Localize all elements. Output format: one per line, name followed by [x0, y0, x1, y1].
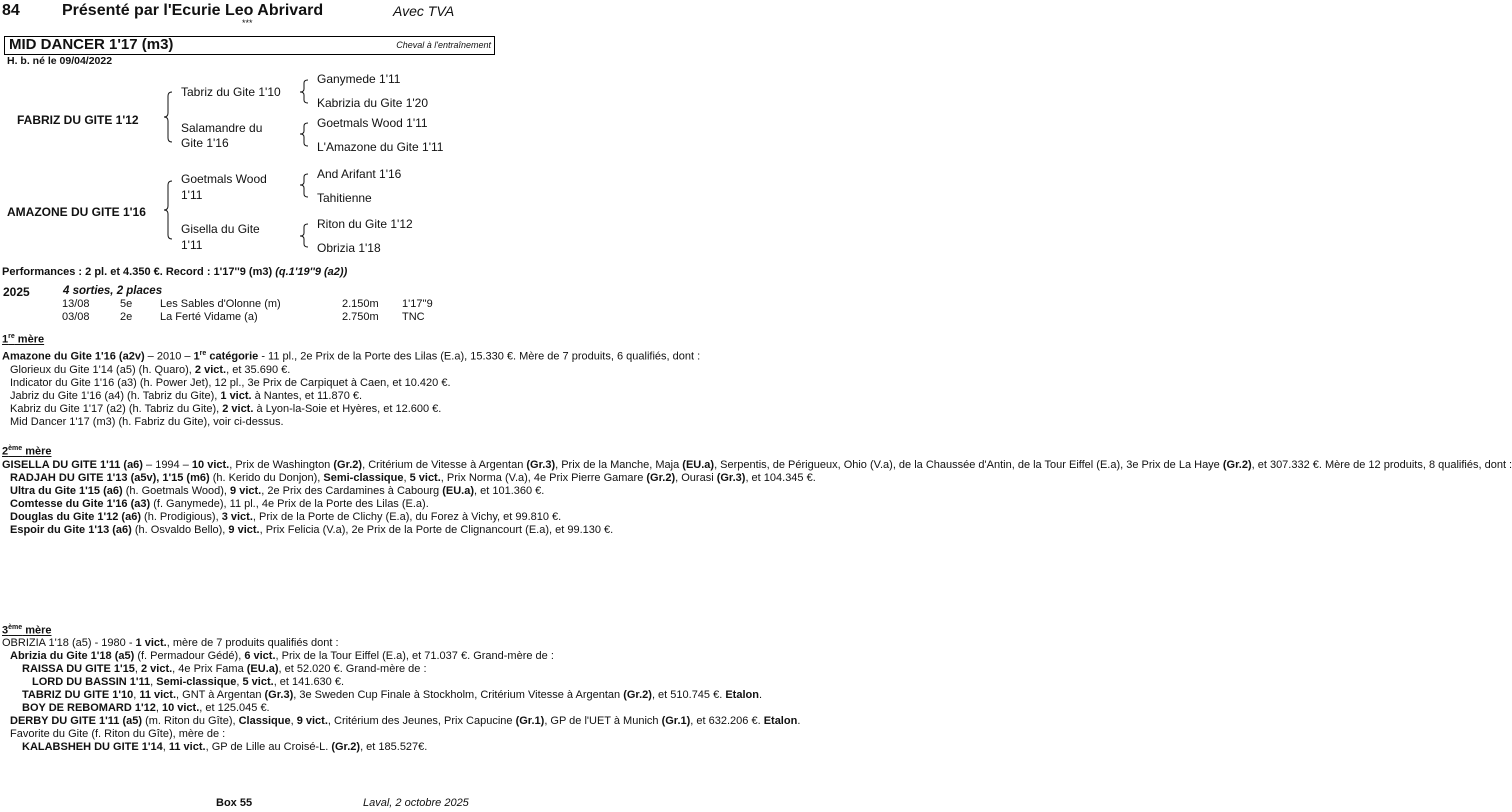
second-dam-section: GISELLA DU GITE 1'11 (a6) – 1994 – 10 vict., Prix de Washington (Gr.2), Critérium de Vitesse à Argentan (Gr.3), Prix de la Manche, Maja (EU.a), Serpentis, de Périgueux, Ohio (V.a), de la Chaussée d'Antin, de la Tour Eiffel (E.a), 3e Prix de La Haye (Gr.2), et 307.332 €. Mère de 12 produits, 8 qualifiés, dont : RADJAH DU GITE 1'13 (a5v), 1'15 (m6) (h. Kerido du Donjon), Semi-classique, 5 vict., Prix Norma (V.a), 4e Prix Pierre Gamare (Gr.2), Ourasi (Gr.3), et 104.345 €. Ultra du Gite 1'15 (a6) (h. Goetmals Wood), 9 vict., 2e Prix des Cardamines à Cabourg (EU.a), et 101.360 €. Comtesse du Gite 1'16 (a3) (f. Ganymede), 11 pl., 4e Prix de la Porte des Lilas (E.a). Douglas du Gite 1'12 (a6) (h. Prodigious), 3 vict., Prix de la Porte de Clichy (E.a), du Forez à Vichy, et 99.810 €. Espoir du Gite 1'13 (a6) (h. Osvaldo Bello), 9 vict., Prix Felicia (V.a), 2e Prix de la Porte de Clignancourt (E.a), et 99.130 €. [2, 459, 1512, 536]
stars: *** [242, 18, 253, 28]
dam-dam-line1: Gisella du Gite [181, 222, 260, 236]
third-dam-section: OBRIZIA 1'18 (a5) - 1980 - 1 vict., mère de 7 produits qualifiés dont : Abrizia du Gite 1'18 (a5) (f. Permadour Gédé), 6 vict., Prix de la Tour Eiffel (E.a), et 71.037 €. Grand-mère de : RAISSA DU GITE 1'15, 2 vict., 4e Prix Fama (EU.a), et 52.020 €. Grand-mère de : LORD DU BASSIN 1'11, Semi-classique, 5 vict., et 141.630 €. TABRIZ DU GITE 1'10, 11 vict., GNT à Argentan (Gr.3), 3e Sweden Cup Finale à Stockholm, Critérium Vitesse à Argentan (Gr.2), et 510.745 €. Etalon. BOY DE REBOMARD 1'12, 10 vict., et 125.045 €. DERBY DU GITE 1'11 (a5) (m. Riton du Gîte), Classique, 9 vict., Critérium des Jeunes, Prix Capucine (Gr.1), GP de l'UET à Munich (Gr.1), et 632.206 €. Etalon. Favorite du Gite (f. Riton du Gîte), mère de : KALABSHEH DU GITE 1'14, 11 vict., GP de Lille au Croisé-L. (Gr.2), et 185.527€. [2, 637, 801, 753]
page-number: 84 [2, 2, 20, 19]
third-dam-heading: 3ème mère [2, 624, 52, 637]
horse-name: MID DANCER 1'17 (m3) [9, 36, 174, 53]
season-summary: 4 sorties, 2 places [63, 285, 163, 297]
sire-sire-sire: Ganymede 1'11 [317, 72, 401, 86]
box-number: Box 55 [216, 797, 253, 809]
horse-description: H. b. né le 09/04/2022 [7, 55, 113, 67]
tva-note: Avec TVA [393, 3, 455, 19]
second-dam-heading: 2ème mère [2, 445, 52, 458]
sale-place-date: Laval, 2 octobre 2025 [363, 797, 469, 809]
dam-sire-line2: 1'11 [181, 188, 203, 202]
sire-dam-dam: L'Amazone du Gite 1'11 [317, 140, 444, 154]
dam-dam-sire: Riton du Gite 1'12 [317, 217, 413, 231]
dam: AMAZONE DU GITE 1'16 [7, 205, 146, 219]
horse-status: Cheval à l'entraînement [396, 40, 491, 50]
first-dam-section: Amazone du Gite 1'16 (a2v) – 2010 – 1re catégorie - 11 pl., 2e Prix de la Porte des Lilas (E.a), 15.330 €. Mère de 7 produits, 6 qualifiés, dont : Glorieux du Gite 1'14 (a5) (h. Quaro), 2 vict., et 35.690 €. Indicator du Gite 1'16 (a3) (h. Power Jet), 12 pl., 3e Prix de Carpiquet à Caen, et 10.420 €. Jabriz du Gite 1'16 (a4) (h. Tabriz du Gite), 1 vict. à Nantes, et 11.870 €. Kabriz du Gite 1'17 (a2) (h. Tabriz du Gite), 2 vict. à Lyon-la-Soie et Hyères, et 12.600 €. Mid Dancer 1'17 (m3) (h. Fabriz du Gite), voir ci-dessus. [2, 350, 701, 428]
dam-dam-line2: 1'11 [181, 238, 203, 252]
dam-sire-dam: Tahitienne [317, 191, 372, 205]
dam-dam-dam: Obrizia 1'18 [317, 241, 381, 255]
sire-dam-line1: Salamandre du [181, 121, 263, 135]
sire-sire: Tabriz du Gite 1'10 [181, 85, 281, 99]
dam-sire-line1: Goetmals Wood [181, 172, 267, 186]
dam-sire-sire: And Arifant 1'16 [317, 167, 402, 181]
first-dam-heading: 1re mère [2, 333, 45, 346]
sire-dam-line2: Gite 1'16 [181, 136, 229, 150]
sire-dam-sire: Goetmals Wood 1'11 [317, 116, 428, 130]
presenter-title: Présenté par l'Ecurie Leo Abrivard [62, 2, 324, 19]
season-year: 2025 [3, 285, 30, 299]
performances: Performances : 2 pl. et 4.350 €. Record : 1'17''9 (m3) (q.1'19''9 (a2)) [2, 266, 348, 278]
sire-sire-dam: Kabrizia du Gite 1'20 [317, 96, 429, 110]
sire: FABRIZ DU GITE 1'12 [17, 113, 139, 127]
